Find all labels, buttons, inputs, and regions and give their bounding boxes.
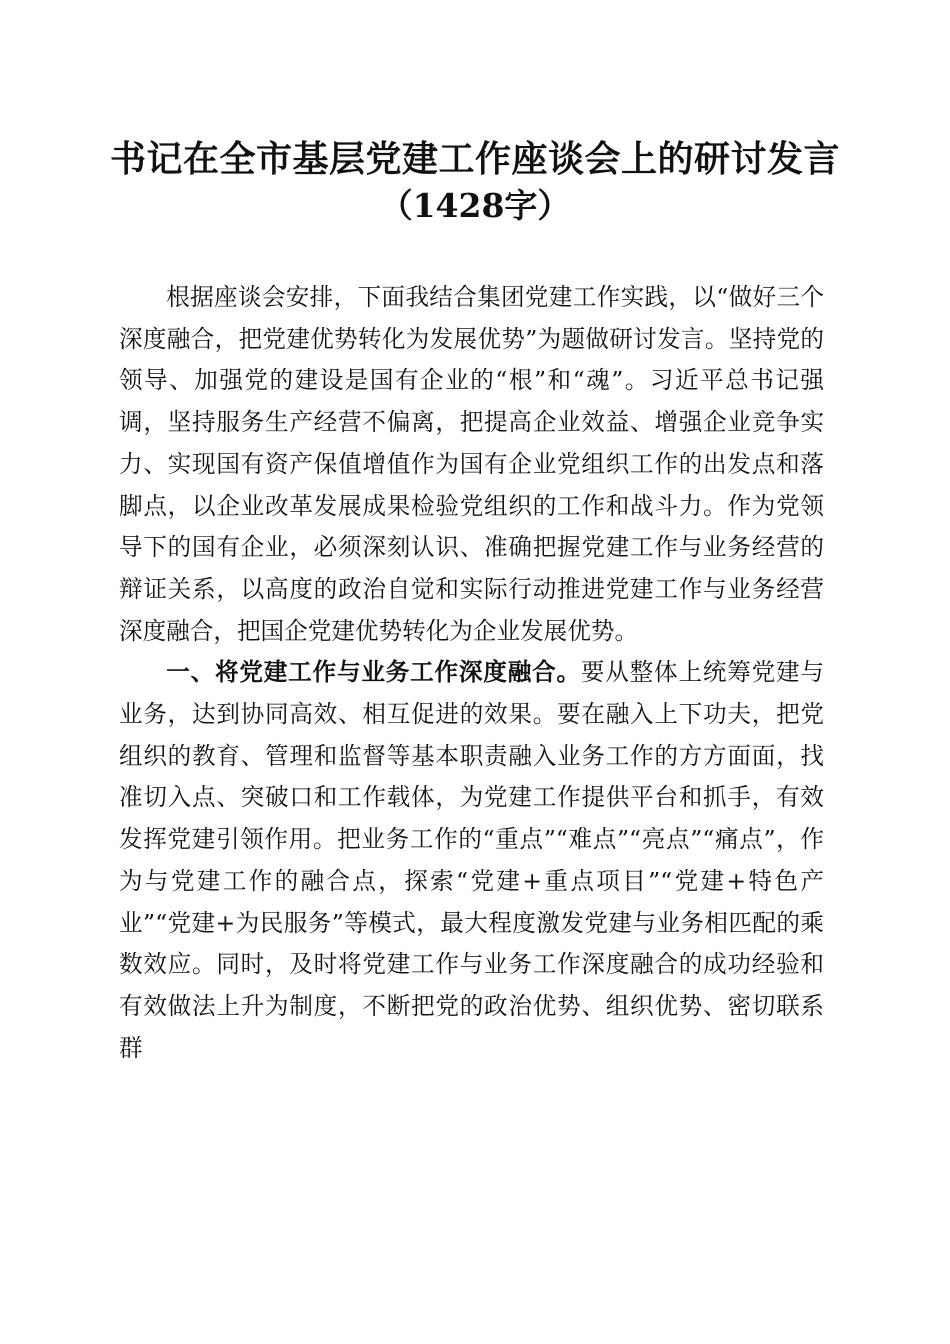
paragraph-section-1 (119, 652, 824, 1069)
document-subtitle: （1428字） (379, 186, 571, 225)
section-1-text: 要从整体上统筹党建与业务，达到协同高效、相互促进的效果。要在融入上下功夫，把党组织的教育、管理和监督等基本职责融入业务工作的方方面面，找准切入点、突破口和工作载体，为党建工作提供平台和抓手，有效发挥党建引领作用。把业务工作的“重点”“难点”“亮点”“痛点”，作为与党建工作的融合点，探索“党建+重点项目”“党建+特色产业”“党建+为民服务”等模式，最大程度激发党建与业务相匹配的乘数效应。同时，及时将党建工作与业务工作深度融合的成功经验和有效做法上升为制度，不断把党的政治优势、组织优势、密切联系群 (119, 658, 825, 1062)
paragraph-intro-text: 根据座谈会安排，下面我结合集团党建工作实践，以“做好三个深度融合，把党建优势转化为发展优势”为题做研讨发言。坚持党的领导、加强党的建设是国有企业的“根”和“魂”。习近平总书记强调，坚持服务生产经营不偏离，把提高企业效益、增强企业竞争实力、实现国有资产保值增值作为国有企业党组织工作的出发点和落脚点，以企业改革发展成果检验党组织的工作和战斗力。作为党领导下的国有企业，必须深刻认识、准确把握党建工作与业务经营的辩证关系，以高度的政治自觉和实际行动推进党建工作与业务经营深度融合，把国企党建优势转化为企业发展优势。 (119, 283, 824, 645)
document-title: 书记在全市基层党建工作座谈会上的研讨发言 (109, 138, 840, 180)
paragraph-intro (119, 277, 824, 652)
document-body (119, 277, 824, 1069)
section-1-heading: 一、将党建工作与业务工作深度融合。 (166, 658, 581, 687)
